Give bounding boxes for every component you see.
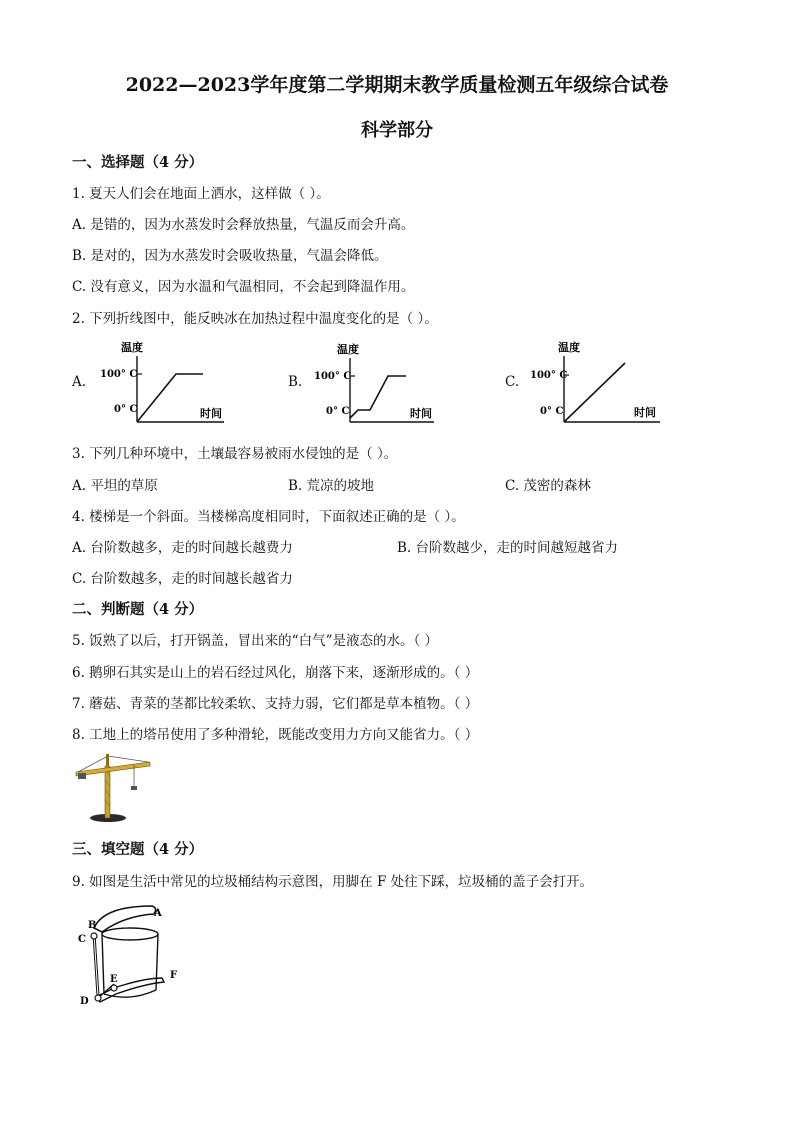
- q7: 7. 蘑菇、青菜的茎都比较柔软、支持力弱，它们都是草本植物。（ ）: [72, 696, 479, 712]
- q6: 6. 鹅卵石其实是山上的岩石经过风化，崩落下来，逐渐形成的。（ ）: [72, 665, 479, 681]
- q1-option-b: B. 是对的，因为水蒸发时会吸收热量，气温会降低。: [72, 248, 388, 264]
- graph-a: [96, 338, 236, 428]
- graph-b-tick-100: 100° C: [314, 371, 352, 382]
- q8: 8. 工地上的塔吊使用了多种滑轮，既能改变用力方向又能省力。（ ）: [72, 727, 479, 743]
- bin-label-d: D: [80, 996, 89, 1007]
- graph-b-xlabel: 时间: [410, 407, 432, 420]
- bin-label-b: B: [88, 920, 97, 931]
- graph-b-line: [350, 376, 406, 418]
- q4-option-c: C. 台阶数越多，走的时间越长越省力: [72, 571, 293, 587]
- q1-option-a: A. 是错的，因为水蒸发时会释放热量，气温反而会升高。: [72, 217, 415, 233]
- q4-option-a: A. 台阶数越多，走的时间越长越费力: [72, 540, 293, 556]
- section-choice-heading: 一、选择题（4 分）: [72, 154, 204, 171]
- bin-label-c: C: [78, 934, 86, 945]
- bin-label-a: A: [154, 908, 162, 919]
- trash-bin-diagram: [74, 898, 194, 1013]
- page-subtitle: 科学部分: [361, 120, 433, 141]
- q5: 5. 饭熟了以后，打开锅盖，冒出来的“白气”是液态的水。（ ）: [72, 633, 439, 649]
- graph-a-tick-100: 100° C: [100, 369, 138, 380]
- q4-stem: 4. 楼梯是一个斜面。当楼梯高度相同时，下面叙述正确的是（ ）。: [72, 509, 465, 525]
- graph-b-ylabel: 温度: [337, 343, 359, 356]
- q3-option-c: C. 茂密的森林: [505, 478, 591, 494]
- q2-option-a-label: A.: [72, 374, 87, 390]
- q2-option-c-label: C.: [505, 374, 520, 390]
- graph-c: [528, 336, 668, 428]
- graph-c-tick-0: 0° C: [540, 406, 564, 417]
- graph-a-xlabel: 时间: [200, 407, 222, 420]
- graph-b: [310, 338, 450, 428]
- tower-crane-image: [74, 752, 154, 824]
- page-title: 2022—2023学年度第二学期期末教学质量检测五年级综合试卷: [125, 74, 669, 96]
- graph-c-ylabel: 温度: [558, 341, 580, 354]
- graph-c-tick-100: 100° C: [530, 370, 568, 381]
- graph-c-line: [564, 363, 625, 422]
- q9: 9. 如图是生活中常见的垃圾桶结构示意图，用脚在 F 处往下踩，垃圾桶的盖子会打开。: [72, 874, 594, 890]
- q3-stem: 3. 下列几种环境中，土壤最容易被雨水侵蚀的是（ ）。: [72, 446, 398, 462]
- bin-label-f: F: [170, 970, 178, 981]
- graph-a-line: [137, 374, 203, 422]
- q1-stem: 1. 夏天人们会在地面上洒水，这样做（ ）。: [72, 186, 330, 202]
- graph-c-xlabel: 时间: [634, 406, 656, 419]
- q4-option-b: B. 台阶数越少，走的时间越短越省力: [397, 540, 619, 556]
- section-fill-heading: 三、填空题（4 分）: [72, 841, 204, 858]
- q1-option-c: C. 没有意义，因为水温和气温相同，不会起到降温作用。: [72, 279, 415, 295]
- q3-option-a: A. 平坦的草原: [72, 478, 158, 494]
- bin-label-e: E: [110, 974, 118, 985]
- q2-stem: 2. 下列折线图中，能反映冰在加热过程中温度变化的是（ ）。: [72, 311, 438, 327]
- section-judge-heading: 二、判断题（4 分）: [72, 601, 204, 618]
- graph-a-tick-0: 0° C: [114, 404, 138, 415]
- graph-b-tick-0: 0° C: [326, 406, 350, 417]
- q3-option-b: B. 荒凉的坡地: [288, 478, 375, 494]
- graph-a-ylabel: 温度: [121, 341, 143, 354]
- q2-option-b-label: B.: [288, 374, 303, 390]
